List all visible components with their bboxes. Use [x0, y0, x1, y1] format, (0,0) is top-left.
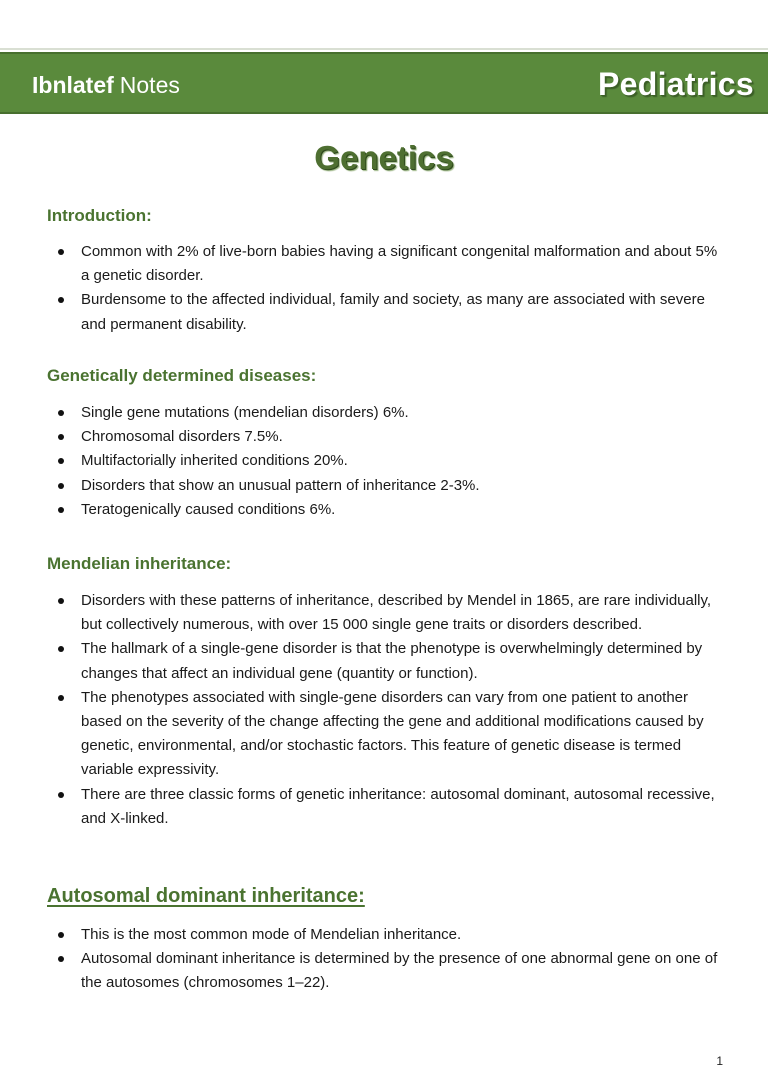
top-rule [0, 48, 768, 50]
list-item-text: Chromosomal disorders 7.5%. [81, 428, 283, 446]
brand-name: Ibnlatef [32, 72, 114, 98]
list-item-text: Disorders that show an unusual pattern of inheritance 2-3%. [81, 476, 480, 494]
brand [32, 71, 180, 99]
mendelian-list [0, 589, 768, 831]
bullet-icon [58, 598, 64, 604]
bullet-icon [58, 410, 64, 416]
list-item-text: Autosomal dominant inheritance is determined by the presence of one abnormal gene on one of the autosomes (chromosomes 1–22). [81, 950, 718, 992]
list-item-text: Disorders with these patterns of inheritance, described by Mendel in 1865, are rare individually, but collectively numerous, with over 15 000 single gene traits or disorders described. [81, 592, 712, 634]
list-item [0, 923, 768, 947]
bullet-icon [58, 458, 64, 464]
bullet-icon [58, 297, 64, 303]
list-item-text: The hallmark of a single-gene disorder is that the phenotype is overwhelmingly determined by changes that affect an individual gene (quantity or function). [81, 640, 703, 682]
bullet-icon [58, 956, 64, 962]
list-item-text: Multifactorially inherited conditions 20%. [81, 452, 348, 470]
list-item-text: The phenotypes associated with single-gene disorders can vary from one patient to another based on the severity of the change affecting the gene and additional modifications caused by genetic, environmental, and/or stochastic factors. This feature of genetic disease is termed variable expressivity. [81, 688, 704, 779]
list-item [0, 686, 768, 783]
bullet-icon [58, 932, 64, 938]
bullet-icon [58, 507, 64, 513]
list-item [0, 589, 768, 637]
section-heading-mendelian: Mendelian inheritance: [47, 554, 232, 573]
header-bar [0, 52, 768, 114]
bullet-icon [58, 695, 64, 701]
section-heading-genetic-diseases: Genetically determined diseases: [47, 366, 317, 385]
subject-title: Pediatrics [598, 66, 754, 102]
brand-subtitle: Notes [119, 72, 180, 98]
section-heading-introduction: Introduction: [47, 206, 152, 225]
list-item [0, 637, 768, 685]
list-item [0, 240, 768, 288]
bullet-icon [58, 483, 64, 489]
genetic-diseases-list [0, 401, 768, 522]
autosomal-dominant-list [0, 923, 768, 996]
list-item [0, 474, 768, 498]
list-item [0, 947, 768, 995]
list-item-text: Common with 2% of live-born babies having a significant congenital malformation and about 5% a genetic disorder. [81, 243, 718, 285]
section-heading-autosomal-dominant: Autosomal dominant inheritance: [47, 885, 365, 907]
list-item [0, 401, 768, 425]
list-item [0, 425, 768, 449]
list-item-text: Teratogenically caused conditions 6%. [81, 500, 336, 518]
list-item-text: This is the most common mode of Mendelian inheritance. [81, 926, 462, 943]
list-item [0, 498, 768, 522]
bullet-icon [58, 646, 64, 652]
list-item-text: Single gene mutations (mendelian disorders) 6%. [81, 404, 409, 421]
bullet-icon [58, 792, 64, 798]
page-title: Genetics [314, 139, 454, 176]
bullet-icon [58, 434, 64, 440]
list-item-text: Burdensome to the affected individual, family and society, as many are associated with severe and permanent disability. [81, 291, 705, 333]
list-item [0, 288, 768, 336]
introduction-list [0, 240, 768, 337]
bullet-icon [58, 249, 64, 255]
page-number: 1 [716, 1054, 723, 1068]
list-item [0, 449, 768, 473]
list-item [0, 783, 768, 831]
list-item-text: There are three classic forms of genetic inheritance: autosomal dominant, autosomal recessive, and X-linked. [81, 785, 715, 827]
